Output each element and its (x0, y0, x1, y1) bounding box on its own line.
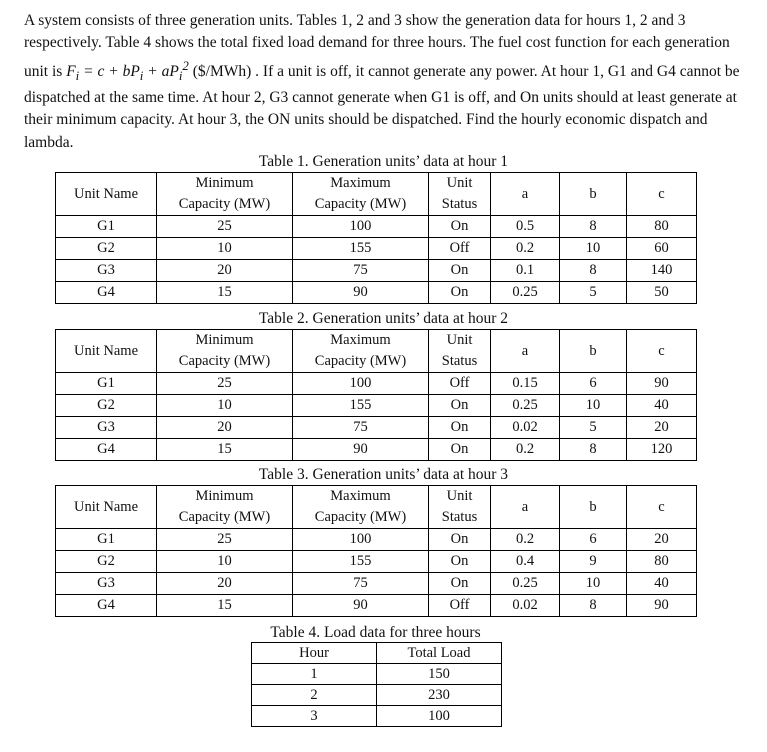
header-min-1: Minimum (157, 173, 293, 195)
table-row: G4 15 90 On 0.25 5 50 (56, 282, 697, 304)
table-1 (55, 172, 697, 304)
table-row: G2 10 155 Off 0.2 10 60 (56, 238, 697, 260)
header-c: c (627, 173, 697, 216)
table-row: 1 150 (252, 664, 502, 685)
header-max-2: Capacity (MW) (293, 194, 429, 216)
header-status-1: Unit (429, 330, 491, 352)
header-b: b (560, 330, 627, 373)
table-row: G3 20 75 On 0.02 5 20 (56, 417, 697, 439)
table-row: 3 100 (252, 706, 502, 727)
header-b: b (560, 486, 627, 529)
table-1-caption: Table 1. Generation units’ data at hour 1 (258, 153, 509, 170)
table-row: G1 25 100 On 0.2 6 20 (56, 529, 697, 551)
table-row: 2 230 (252, 685, 502, 706)
header-b: b (560, 173, 627, 216)
header-hour: Hour (252, 643, 377, 664)
header-a: a (491, 330, 560, 373)
header-total-load: Total Load (377, 643, 502, 664)
table-row: G2 10 155 On 0.25 10 40 (56, 395, 697, 417)
table-row: G3 20 75 On 0.1 8 140 (56, 260, 697, 282)
table-row: G1 25 100 Off 0.15 6 90 (56, 373, 697, 395)
header-a: a (491, 173, 560, 216)
header-min-2: Capacity (MW) (157, 351, 293, 373)
header-min-1: Minimum (157, 330, 293, 352)
header-status-1: Unit (429, 173, 491, 195)
header-max-2: Capacity (MW) (293, 351, 429, 373)
header-c: c (627, 486, 697, 529)
header-c: c (627, 330, 697, 373)
table-4-caption: Table 4. Load data for three hours (270, 624, 481, 641)
table-3 (55, 485, 697, 617)
table-3-caption: Table 3. Generation units’ data at hour 3 (258, 466, 509, 483)
problem-statement: A system consists of three generation units. Tables 1, 2 and 3 show the generation data for hours 1, 2 and 3 respectively. Table 4 shows the total fixed load demand for three hours. The fuel cost function for each generation unit is $F_i = c + bP_i + aP_i^2$ ($/MWh) . If a unit is off, it cannot generate any power. At hour 1, G1 and G4 cannot be dispatched at the same time. At hour 2, G3 cannot generate when G1 is off, and On units should at least generate at their minimum capacity. At hour 3, the ON units should be dispatched. Find the hourly economic dispatch and lambda. (24, 12, 740, 151)
header-max-2: Capacity (MW) (293, 507, 429, 529)
header-min-1: Minimum (157, 486, 293, 508)
header-status-2: Status (429, 194, 491, 216)
table-4 (251, 642, 502, 727)
table-row: G4 15 90 On 0.2 8 120 (56, 439, 697, 461)
header-status-2: Status (429, 351, 491, 373)
table-2 (55, 329, 697, 461)
header-unit-name: Unit Name (56, 330, 157, 373)
header-unit-name: Unit Name (56, 486, 157, 529)
header-min-2: Capacity (MW) (157, 507, 293, 529)
table-2-caption: Table 2. Generation units’ data at hour 2 (258, 310, 509, 327)
table-row: G4 15 90 Off 0.02 8 90 (56, 595, 697, 617)
table-row: G1 25 100 On 0.5 8 80 (56, 216, 697, 238)
header-max-1: Maximum (293, 330, 429, 352)
header-status-1: Unit (429, 486, 491, 508)
header-max-1: Maximum (293, 486, 429, 508)
table-row: G3 20 75 On 0.25 10 40 (56, 573, 697, 595)
fuel-cost-formula: $F_i = c + bP_i + aP_i^2$ (66, 57, 189, 83)
header-status-2: Status (429, 507, 491, 529)
header-min-2: Capacity (MW) (157, 194, 293, 216)
header-max-1: Maximum (293, 173, 429, 195)
header-unit-name: Unit Name (56, 173, 157, 216)
header-a: a (491, 486, 560, 529)
table-row: G2 10 155 On 0.4 9 80 (56, 551, 697, 573)
